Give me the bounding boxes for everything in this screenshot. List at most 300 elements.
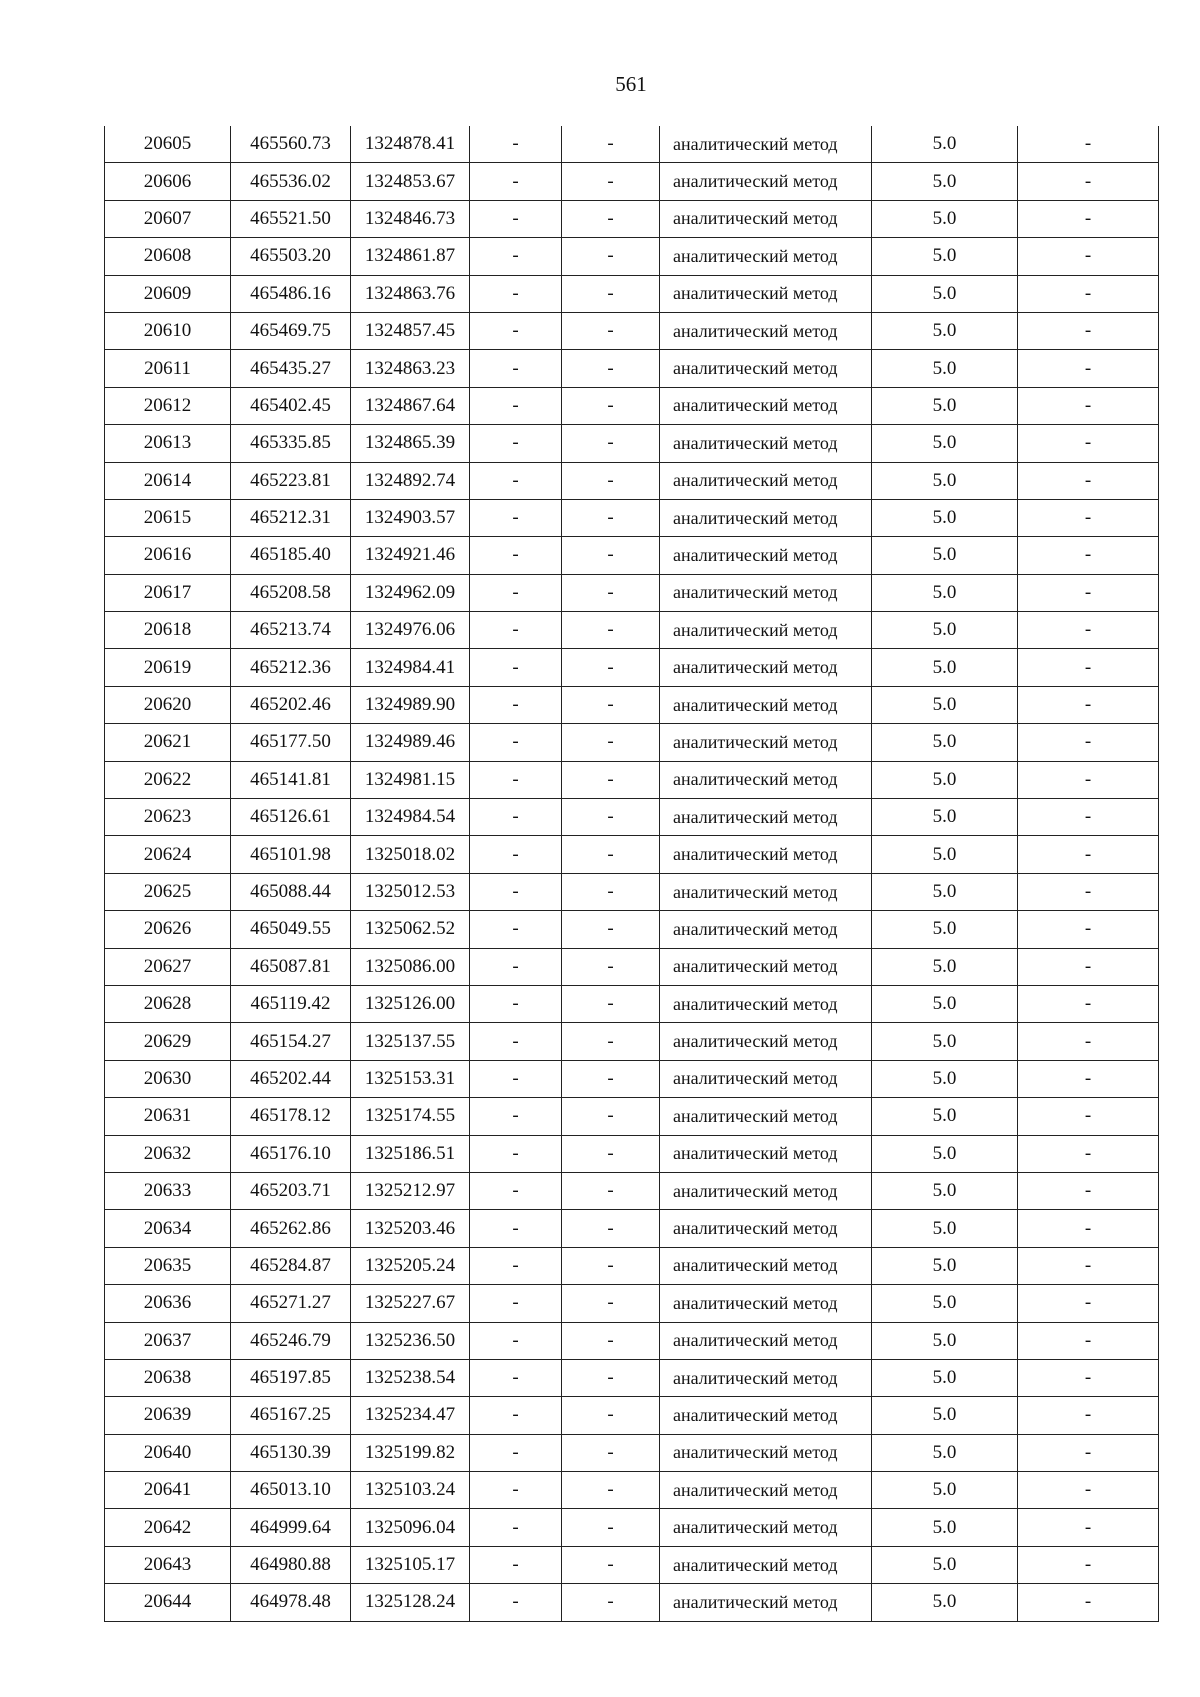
y-coordinate-cell: 1324984.41 [351,649,470,686]
column-4-cell: - [470,761,562,798]
x-coordinate-cell: 465335.85 [231,425,351,462]
y-coordinate-cell: 1325126.00 [351,985,470,1022]
method-cell: аналитический метод [660,275,872,312]
column-8-cell: - [1018,686,1159,723]
column-4-cell: - [470,574,562,611]
point-id-cell: 20613 [105,425,231,462]
table-row [105,612,1159,649]
accuracy-cell: 5.0 [872,1098,1018,1135]
y-coordinate-cell: 1325086.00 [351,948,470,985]
point-id-cell: 20608 [105,238,231,275]
point-id-cell: 20612 [105,387,231,424]
table-row [105,911,1159,948]
method-cell: аналитический метод [660,1472,872,1509]
accuracy-cell: 5.0 [872,799,1018,836]
column-5-cell: - [562,537,660,574]
x-coordinate-cell: 465284.87 [231,1247,351,1284]
column-4-cell: - [470,462,562,499]
column-8-cell: - [1018,948,1159,985]
column-5-cell: - [562,948,660,985]
column-8-cell: - [1018,126,1159,163]
point-id-cell: 20614 [105,462,231,499]
column-5-cell: - [562,873,660,910]
point-id-cell: 20628 [105,985,231,1022]
accuracy-cell: 5.0 [872,537,1018,574]
point-id-cell: 20629 [105,1023,231,1060]
point-id-cell: 20606 [105,163,231,200]
method-cell: аналитический метод [660,948,872,985]
x-coordinate-cell: 465178.12 [231,1098,351,1135]
column-4-cell: - [470,1434,562,1471]
column-8-cell: - [1018,1285,1159,1322]
point-id-cell: 20609 [105,275,231,312]
column-8-cell: - [1018,873,1159,910]
y-coordinate-cell: 1325186.51 [351,1135,470,1172]
accuracy-cell: 5.0 [872,499,1018,536]
table-row [105,1060,1159,1097]
column-4-cell: - [470,1322,562,1359]
point-id-cell: 20623 [105,799,231,836]
column-5-cell: - [562,1322,660,1359]
method-cell: аналитический метод [660,724,872,761]
y-coordinate-cell: 1325105.17 [351,1546,470,1583]
column-8-cell: - [1018,1584,1159,1621]
point-id-cell: 20625 [105,873,231,910]
accuracy-cell: 5.0 [872,911,1018,948]
accuracy-cell: 5.0 [872,1285,1018,1322]
column-8-cell: - [1018,1135,1159,1172]
x-coordinate-cell: 465213.74 [231,612,351,649]
x-coordinate-cell: 465088.44 [231,873,351,910]
column-5-cell: - [562,1172,660,1209]
x-coordinate-cell: 465185.40 [231,537,351,574]
x-coordinate-cell: 465167.25 [231,1397,351,1434]
accuracy-cell: 5.0 [872,200,1018,237]
point-id-cell: 20618 [105,612,231,649]
accuracy-cell: 5.0 [872,574,1018,611]
y-coordinate-cell: 1324981.15 [351,761,470,798]
column-4-cell: - [470,612,562,649]
point-id-cell: 20641 [105,1472,231,1509]
y-coordinate-cell: 1325227.67 [351,1285,470,1322]
method-cell: аналитический метод [660,574,872,611]
table-row [105,163,1159,200]
column-4-cell: - [470,649,562,686]
column-8-cell: - [1018,1397,1159,1434]
y-coordinate-cell: 1324863.76 [351,275,470,312]
column-8-cell: - [1018,836,1159,873]
column-4-cell: - [470,686,562,723]
column-4-cell: - [470,163,562,200]
method-cell: аналитический метод [660,1023,872,1060]
point-id-cell: 20634 [105,1210,231,1247]
column-8-cell: - [1018,724,1159,761]
column-5-cell: - [562,985,660,1022]
column-5-cell: - [562,1509,660,1546]
accuracy-cell: 5.0 [872,649,1018,686]
accuracy-cell: 5.0 [872,387,1018,424]
y-coordinate-cell: 1325236.50 [351,1322,470,1359]
column-5-cell: - [562,312,660,349]
column-8-cell: - [1018,499,1159,536]
method-cell: аналитический метод [660,350,872,387]
column-4-cell: - [470,1584,562,1621]
column-8-cell: - [1018,163,1159,200]
method-cell: аналитический метод [660,312,872,349]
point-id-cell: 20644 [105,1584,231,1621]
point-id-cell: 20636 [105,1285,231,1322]
x-coordinate-cell: 465246.79 [231,1322,351,1359]
accuracy-cell: 5.0 [872,1023,1018,1060]
accuracy-cell: 5.0 [872,126,1018,163]
column-8-cell: - [1018,1509,1159,1546]
column-4-cell: - [470,873,562,910]
column-5-cell: - [562,1359,660,1396]
table-row [105,1397,1159,1434]
table-row [105,1210,1159,1247]
y-coordinate-cell: 1324989.46 [351,724,470,761]
accuracy-cell: 5.0 [872,612,1018,649]
table-row [105,873,1159,910]
table-row [105,1434,1159,1471]
method-cell: аналитический метод [660,1285,872,1322]
column-4-cell: - [470,1397,562,1434]
y-coordinate-cell: 1325199.82 [351,1434,470,1471]
column-5-cell: - [562,686,660,723]
column-5-cell: - [562,1098,660,1135]
column-8-cell: - [1018,275,1159,312]
column-8-cell: - [1018,238,1159,275]
point-id-cell: 20626 [105,911,231,948]
column-5-cell: - [562,1285,660,1322]
column-5-cell: - [562,1247,660,1284]
table-row [105,1472,1159,1509]
point-id-cell: 20619 [105,649,231,686]
point-id-cell: 20643 [105,1546,231,1583]
x-coordinate-cell: 465402.45 [231,387,351,424]
column-5-cell: - [562,425,660,462]
x-coordinate-cell: 464978.48 [231,1584,351,1621]
column-8-cell: - [1018,537,1159,574]
column-8-cell: - [1018,387,1159,424]
table-row [105,462,1159,499]
accuracy-cell: 5.0 [872,1060,1018,1097]
column-8-cell: - [1018,612,1159,649]
column-8-cell: - [1018,350,1159,387]
y-coordinate-cell: 1325018.02 [351,836,470,873]
method-cell: аналитический метод [660,985,872,1022]
x-coordinate-cell: 465262.86 [231,1210,351,1247]
method-cell: аналитический метод [660,799,872,836]
column-5-cell: - [562,1434,660,1471]
accuracy-cell: 5.0 [872,350,1018,387]
point-id-cell: 20622 [105,761,231,798]
point-id-cell: 20637 [105,1322,231,1359]
column-5-cell: - [562,238,660,275]
table-row [105,724,1159,761]
method-cell: аналитический метод [660,1135,872,1172]
column-8-cell: - [1018,312,1159,349]
x-coordinate-cell: 465486.16 [231,275,351,312]
method-cell: аналитический метод [660,1098,872,1135]
accuracy-cell: 5.0 [872,1434,1018,1471]
point-id-cell: 20616 [105,537,231,574]
point-id-cell: 20632 [105,1135,231,1172]
column-5-cell: - [562,1135,660,1172]
point-id-cell: 20627 [105,948,231,985]
column-4-cell: - [470,911,562,948]
accuracy-cell: 5.0 [872,948,1018,985]
x-coordinate-cell: 465212.31 [231,499,351,536]
y-coordinate-cell: 1325212.97 [351,1172,470,1209]
method-cell: аналитический метод [660,1434,872,1471]
point-id-cell: 20638 [105,1359,231,1396]
column-4-cell: - [470,1210,562,1247]
accuracy-cell: 5.0 [872,1210,1018,1247]
y-coordinate-cell: 1325238.54 [351,1359,470,1396]
column-8-cell: - [1018,462,1159,499]
column-5-cell: - [562,724,660,761]
column-4-cell: - [470,1135,562,1172]
accuracy-cell: 5.0 [872,686,1018,723]
y-coordinate-cell: 1324921.46 [351,537,470,574]
accuracy-cell: 5.0 [872,1397,1018,1434]
accuracy-cell: 5.0 [872,1584,1018,1621]
column-8-cell: - [1018,1023,1159,1060]
column-4-cell: - [470,238,562,275]
x-coordinate-cell: 465503.20 [231,238,351,275]
method-cell: аналитический метод [660,238,872,275]
column-4-cell: - [470,1098,562,1135]
column-4-cell: - [470,275,562,312]
x-coordinate-cell: 465154.27 [231,1023,351,1060]
method-cell: аналитический метод [660,686,872,723]
x-coordinate-cell: 465536.02 [231,163,351,200]
method-cell: аналитический метод [660,1172,872,1209]
method-cell: аналитический метод [660,612,872,649]
x-coordinate-cell: 464999.64 [231,1509,351,1546]
accuracy-cell: 5.0 [872,836,1018,873]
column-8-cell: - [1018,799,1159,836]
accuracy-cell: 5.0 [872,985,1018,1022]
column-4-cell: - [470,1359,562,1396]
table-row [105,200,1159,237]
column-4-cell: - [470,1546,562,1583]
column-5-cell: - [562,1472,660,1509]
point-id-cell: 20639 [105,1397,231,1434]
point-id-cell: 20635 [105,1247,231,1284]
column-4-cell: - [470,1172,562,1209]
accuracy-cell: 5.0 [872,724,1018,761]
column-5-cell: - [562,612,660,649]
accuracy-cell: 5.0 [872,1247,1018,1284]
column-5-cell: - [562,126,660,163]
table-row [105,350,1159,387]
table-row [105,1509,1159,1546]
table-row [105,1359,1159,1396]
method-cell: аналитический метод [660,537,872,574]
y-coordinate-cell: 1324857.45 [351,312,470,349]
table-row [105,1584,1159,1621]
table-row [105,238,1159,275]
method-cell: аналитический метод [660,1060,872,1097]
x-coordinate-cell: 465176.10 [231,1135,351,1172]
x-coordinate-cell: 465208.58 [231,574,351,611]
y-coordinate-cell: 1324878.41 [351,126,470,163]
y-coordinate-cell: 1325012.53 [351,873,470,910]
x-coordinate-cell: 465141.81 [231,761,351,798]
y-coordinate-cell: 1325062.52 [351,911,470,948]
column-4-cell: - [470,537,562,574]
x-coordinate-cell: 465271.27 [231,1285,351,1322]
column-5-cell: - [562,761,660,798]
page-number: 561 [615,72,647,96]
accuracy-cell: 5.0 [872,462,1018,499]
method-cell: аналитический метод [660,1397,872,1434]
method-cell: аналитический метод [660,1247,872,1284]
accuracy-cell: 5.0 [872,1172,1018,1209]
table-row [105,836,1159,873]
column-8-cell: - [1018,1060,1159,1097]
table-row [105,1247,1159,1284]
column-8-cell: - [1018,200,1159,237]
x-coordinate-cell: 465202.46 [231,686,351,723]
x-coordinate-cell: 465469.75 [231,312,351,349]
table-row [105,1285,1159,1322]
table-row [105,1135,1159,1172]
method-cell: аналитический метод [660,761,872,798]
column-8-cell: - [1018,911,1159,948]
x-coordinate-cell: 465101.98 [231,836,351,873]
table-row [105,985,1159,1022]
method-cell: аналитический метод [660,1584,872,1621]
y-coordinate-cell: 1324865.39 [351,425,470,462]
column-4-cell: - [470,1509,562,1546]
point-id-cell: 20607 [105,200,231,237]
method-cell: аналитический метод [660,163,872,200]
accuracy-cell: 5.0 [872,873,1018,910]
x-coordinate-cell: 465013.10 [231,1472,351,1509]
table-row [105,387,1159,424]
x-coordinate-cell: 465130.39 [231,1434,351,1471]
point-id-cell: 20630 [105,1060,231,1097]
y-coordinate-cell: 1324903.57 [351,499,470,536]
table-row [105,574,1159,611]
column-4-cell: - [470,1023,562,1060]
point-id-cell: 20642 [105,1509,231,1546]
column-4-cell: - [470,499,562,536]
coordinates-table [104,126,1159,1622]
x-coordinate-cell: 464980.88 [231,1546,351,1583]
y-coordinate-cell: 1325174.55 [351,1098,470,1135]
method-cell: аналитический метод [660,649,872,686]
point-id-cell: 20633 [105,1172,231,1209]
column-5-cell: - [562,1397,660,1434]
accuracy-cell: 5.0 [872,163,1018,200]
table-row [105,537,1159,574]
y-coordinate-cell: 1324892.74 [351,462,470,499]
table-row [105,799,1159,836]
column-4-cell: - [470,350,562,387]
column-4-cell: - [470,387,562,424]
column-8-cell: - [1018,425,1159,462]
column-4-cell: - [470,985,562,1022]
accuracy-cell: 5.0 [872,238,1018,275]
y-coordinate-cell: 1325234.47 [351,1397,470,1434]
x-coordinate-cell: 465223.81 [231,462,351,499]
method-cell: аналитический метод [660,425,872,462]
table-row [105,686,1159,723]
column-5-cell: - [562,200,660,237]
column-8-cell: - [1018,761,1159,798]
x-coordinate-cell: 465435.27 [231,350,351,387]
column-5-cell: - [562,1546,660,1583]
column-4-cell: - [470,126,562,163]
point-id-cell: 20624 [105,836,231,873]
column-8-cell: - [1018,1322,1159,1359]
method-cell: аналитический метод [660,126,872,163]
column-5-cell: - [562,163,660,200]
accuracy-cell: 5.0 [872,1359,1018,1396]
method-cell: аналитический метод [660,1210,872,1247]
point-id-cell: 20621 [105,724,231,761]
y-coordinate-cell: 1324846.73 [351,200,470,237]
method-cell: аналитический метод [660,387,872,424]
column-8-cell: - [1018,1434,1159,1471]
y-coordinate-cell: 1325203.46 [351,1210,470,1247]
y-coordinate-cell: 1325205.24 [351,1247,470,1284]
method-cell: аналитический метод [660,499,872,536]
method-cell: аналитический метод [660,462,872,499]
column-4-cell: - [470,1285,562,1322]
column-4-cell: - [470,724,562,761]
column-5-cell: - [562,275,660,312]
column-4-cell: - [470,1472,562,1509]
y-coordinate-cell: 1325137.55 [351,1023,470,1060]
column-4-cell: - [470,948,562,985]
column-8-cell: - [1018,985,1159,1022]
column-8-cell: - [1018,1210,1159,1247]
accuracy-cell: 5.0 [872,1546,1018,1583]
table-row [105,1098,1159,1135]
column-4-cell: - [470,425,562,462]
y-coordinate-cell: 1324861.87 [351,238,470,275]
accuracy-cell: 5.0 [872,1135,1018,1172]
table-row [105,649,1159,686]
x-coordinate-cell: 465049.55 [231,911,351,948]
x-coordinate-cell: 465560.73 [231,126,351,163]
table-row [105,761,1159,798]
column-5-cell: - [562,1023,660,1060]
y-coordinate-cell: 1324984.54 [351,799,470,836]
method-cell: аналитический метод [660,1509,872,1546]
column-5-cell: - [562,387,660,424]
y-coordinate-cell: 1325103.24 [351,1472,470,1509]
table-row [105,1322,1159,1359]
table-row [105,126,1159,163]
accuracy-cell: 5.0 [872,761,1018,798]
column-4-cell: - [470,312,562,349]
column-8-cell: - [1018,1172,1159,1209]
table-row [105,1546,1159,1583]
y-coordinate-cell: 1324989.90 [351,686,470,723]
column-4-cell: - [470,799,562,836]
column-5-cell: - [562,574,660,611]
method-cell: аналитический метод [660,1546,872,1583]
y-coordinate-cell: 1324863.23 [351,350,470,387]
column-8-cell: - [1018,1472,1159,1509]
x-coordinate-cell: 465119.42 [231,985,351,1022]
